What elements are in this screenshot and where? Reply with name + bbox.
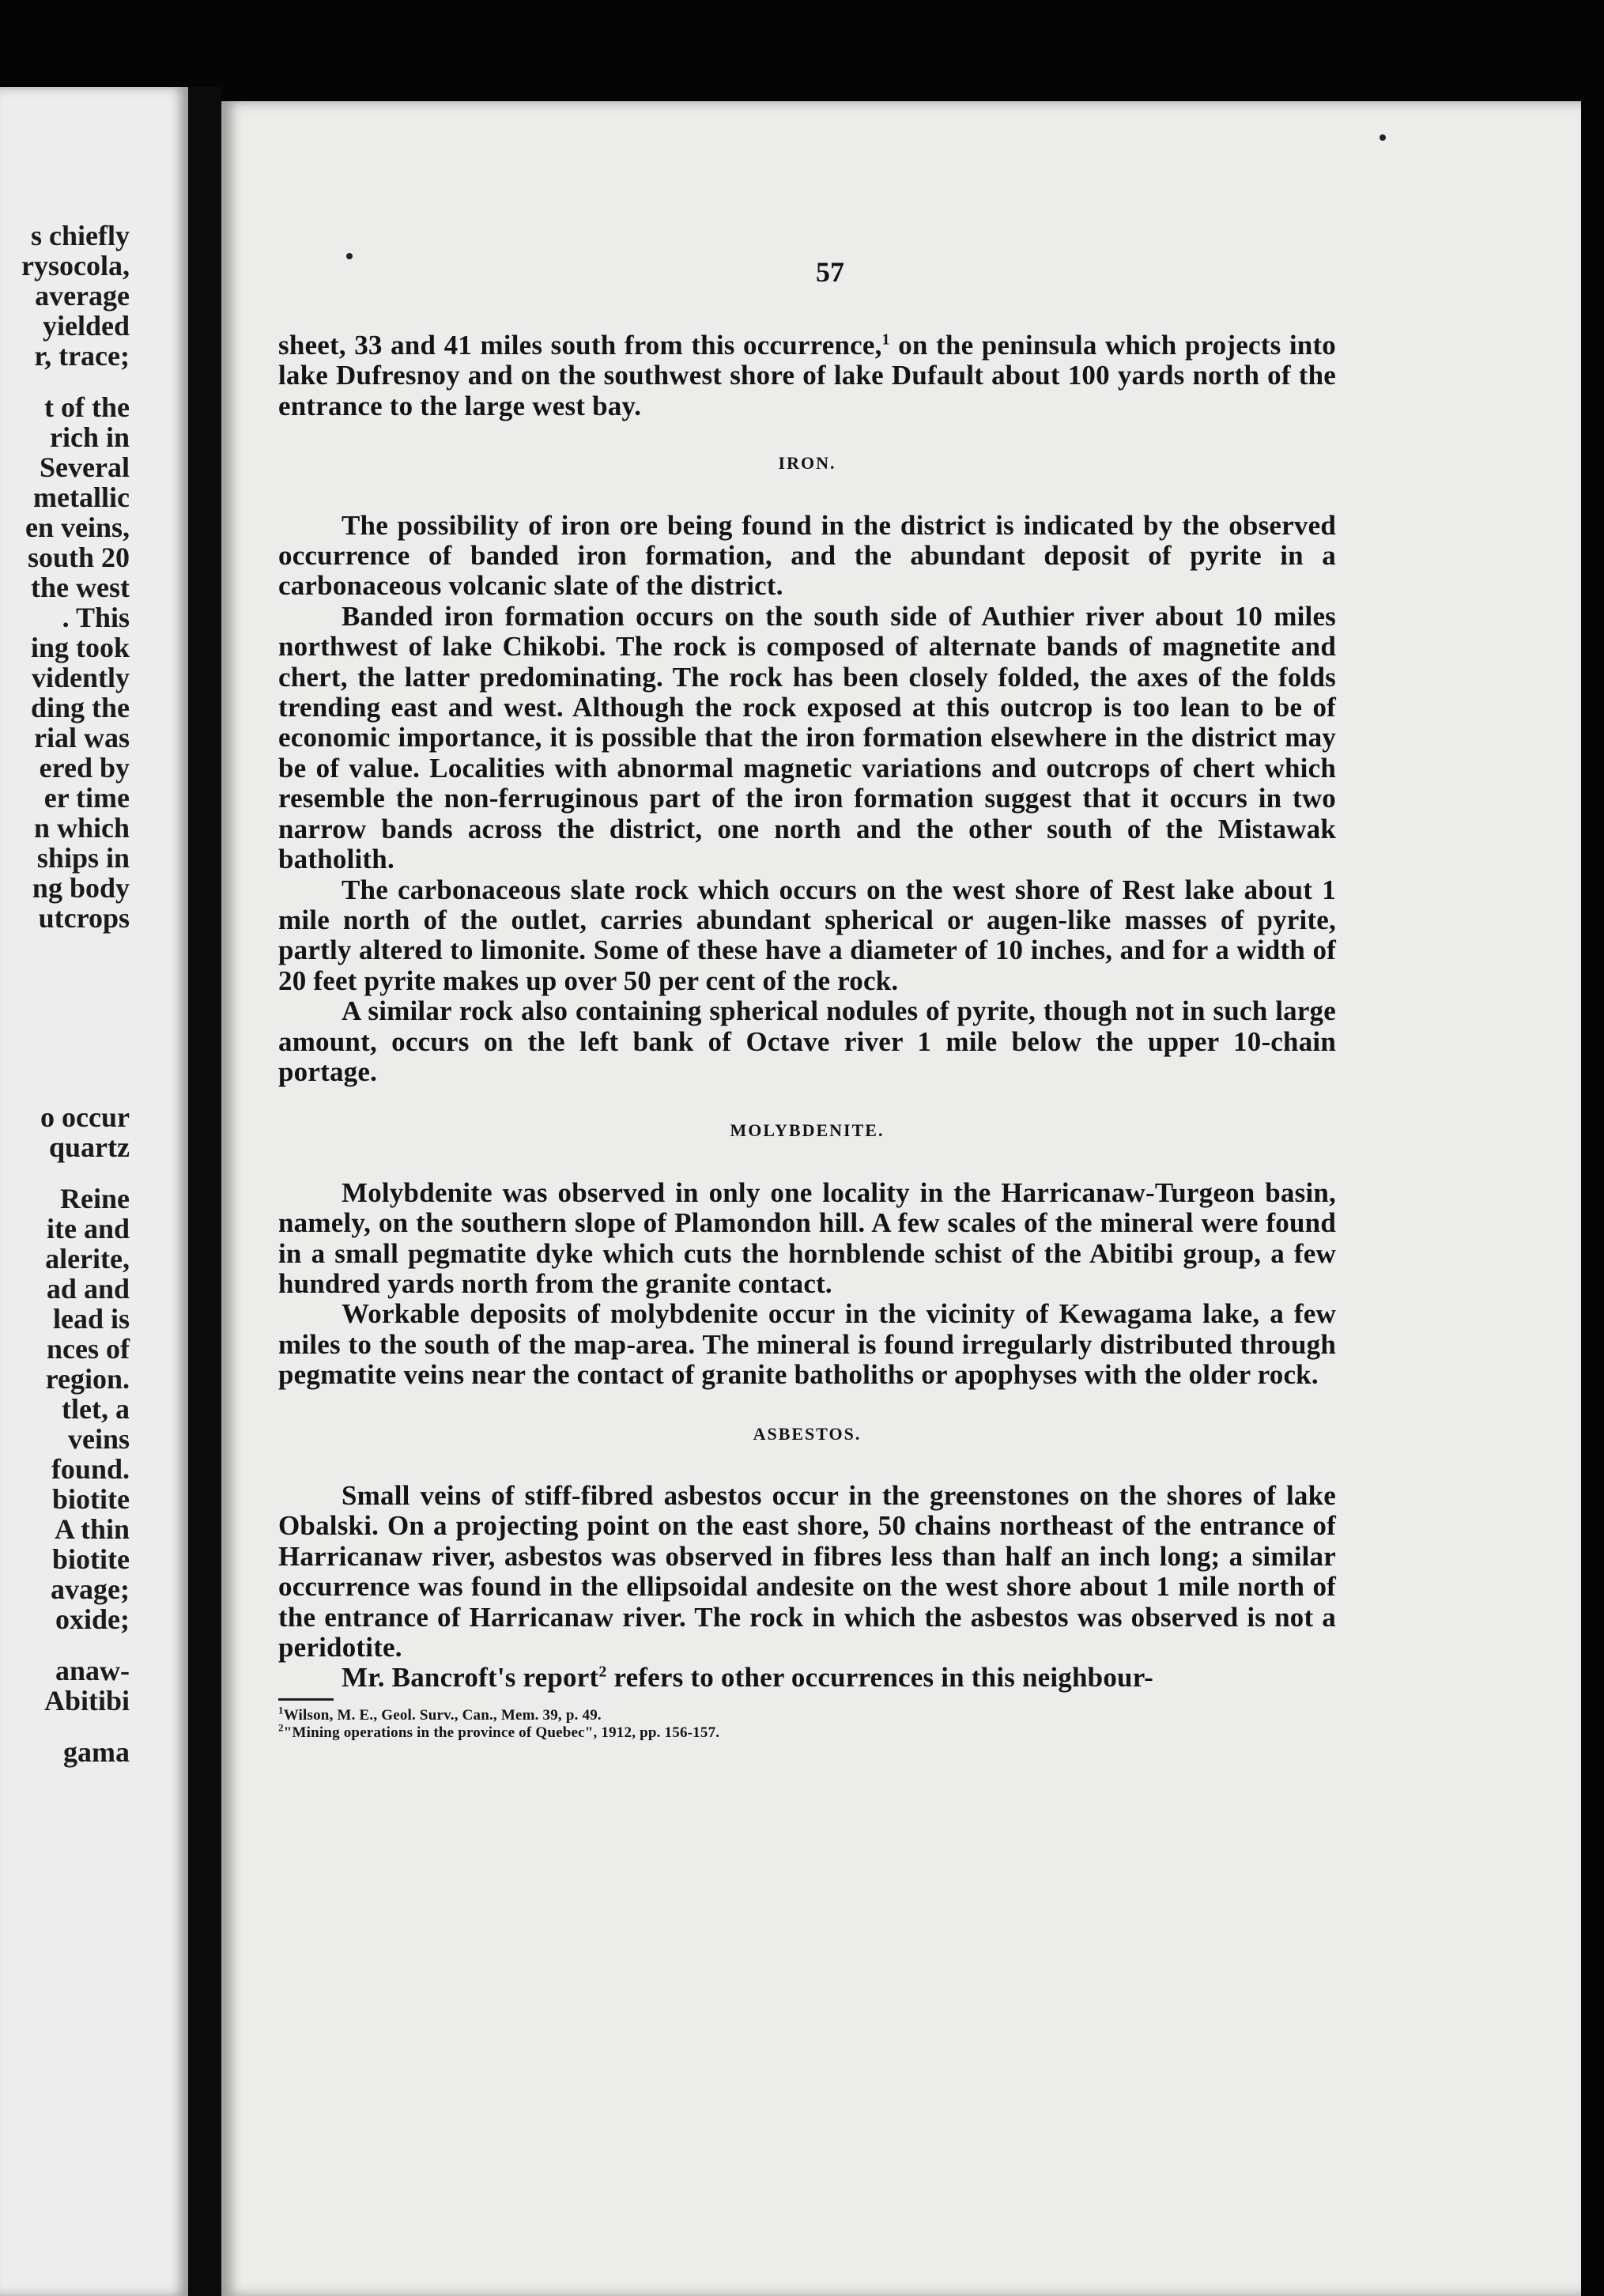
right-page: [221, 101, 1581, 2296]
left-page-line: en veins,: [25, 512, 130, 543]
paragraph-text: Small veins of stiff-fibred asbestos occur in the greenstones on the shores of lake Obalski. On a projecting point on the east shore, 50 chains northeast of the entrance of Harricanaw river, asbestos was observed in fibres less than half an inch long; a similar occurrence was found in the ellipsoidal andesite on the west shore about 1 mile north of the entrance of Harricanaw river. The rock in which the asbestos was observed is not a peridotite.: [278, 1480, 1336, 1663]
paragraph-text: A similar rock also containing spherical nodules of pyrite, though not in such large amount, occurs on the left bank of Octave river 1 mile below the upper 10-chain portage.: [278, 995, 1336, 1087]
left-page-line: ad and: [46, 1273, 130, 1305]
footnote-text: "Mining operations in the province of Quebec", 1912, pp. 156-157.: [283, 1724, 720, 1741]
footnote: [278, 1704, 1336, 1724]
paragraph-text: Workable deposits of molybdenite occur in the vicinity of Kewagama lake, a few miles to the south of the map-area. The mineral is found irregularly distributed through pegmatite veins near the contact of granite batholiths or apophyses with the older rock.: [278, 1298, 1336, 1391]
left-page-line: avage;: [51, 1573, 130, 1605]
paragraph: [278, 1178, 1336, 1300]
paragraph: [278, 1481, 1336, 1663]
paragraph: [278, 330, 1336, 421]
scan-speck: [1379, 134, 1386, 141]
left-page-line: rysocola,: [21, 250, 130, 281]
left-page-line: quartz: [49, 1131, 130, 1163]
paragraph-text: The possibility of iron ore being found in the district is indicated by the observed occurrence of banded iron formation, and the abundant deposit of pyrite in a carbonaceous volcanic slate of the district.: [278, 509, 1336, 602]
footnotes: [278, 1704, 1336, 1742]
left-page-line: nces of: [47, 1333, 130, 1365]
left-page-line: Abitibi: [43, 1685, 130, 1716]
footnote-mark: 2: [278, 1721, 284, 1734]
footnote-text: Wilson, M. E., Geol. Surv., Can., Mem. 39, p. 49.: [283, 1706, 602, 1724]
paragraph-text: sheet, 33 and 41 miles south from this occurrence,: [278, 330, 882, 361]
paragraph: [278, 602, 1336, 875]
left-page-line: Reine: [60, 1183, 130, 1214]
paragraph-text: The carbonaceous slate rock which occurs on the west shore of Rest lake about 1 mile north of the outlet, carries abundant spherical or augen-like masses of pyrite, partly altered to limonite. Some of these have a diameter of 10 inches, and for a width of 20 feet pyrite makes up over 50 per cent of the rock.: [278, 874, 1336, 996]
paragraph-text: Molybdenite was observed in only one locality in the Harricanaw-Turgeon basin, namely, on the southern slope of Plamondon hill. A few scales of the mineral were found in a small pegmatite dyke which cuts the hornblende schist of the Abitibi group, a few hundred yards north from the granite contact.: [278, 1176, 1336, 1299]
paragraph-text: on the peninsula which projects into lake Dufresnoy and on the southwest shore of lake Dufault about 100 yards north of the entrance to the large west bay.: [278, 330, 1336, 421]
paragraph: [278, 511, 1336, 602]
paragraph: [278, 1663, 1336, 1693]
left-page-line: ding the: [30, 692, 130, 723]
left-page-line: . This: [62, 602, 130, 633]
section-heading: IRON.: [778, 453, 836, 474]
left-page-line: lead is: [52, 1303, 130, 1335]
footnote-mark: 1: [278, 1704, 284, 1716]
left-page-line: oxide;: [55, 1603, 130, 1635]
paragraph-text: refers to other occurrences in this neighbour-: [606, 1662, 1153, 1694]
scan-speck: [346, 253, 353, 259]
footnote: [278, 1721, 1336, 1742]
left-page-line: vidently: [31, 662, 130, 693]
footnote-reference: 2: [598, 1663, 607, 1681]
left-page-line: ng body: [32, 872, 130, 904]
paragraph-text: Mr. Bancroft's report: [342, 1662, 599, 1694]
left-page-line: alerite,: [45, 1243, 130, 1275]
left-page-line: Several: [40, 451, 130, 483]
left-page-line: ships in: [36, 842, 130, 874]
paragraph: [278, 1299, 1336, 1390]
left-page-line: ered by: [39, 752, 130, 784]
page-body: [278, 330, 1336, 1742]
section-heading: ASBESTOS.: [753, 1423, 862, 1444]
left-page-line: ite and: [46, 1213, 130, 1244]
left-page-line: anaw-: [55, 1655, 130, 1686]
left-page-line: n which: [33, 812, 130, 844]
left-page-line: the west: [31, 572, 130, 603]
left-page-line: A thin: [54, 1513, 130, 1545]
book-gutter: [188, 87, 221, 2296]
left-page-line: biotite: [52, 1483, 130, 1515]
left-page-line: o occur: [40, 1101, 130, 1133]
left-page-fragment: [0, 87, 188, 2296]
section-heading: MOLYBDENITE.: [730, 1120, 885, 1141]
left-page-line: rich in: [49, 421, 130, 453]
paragraph-text: Banded iron formation occurs on the south side of Authier river about 10 miles northwest of lake Chikobi. The rock is composed of alternate bands of magnetite and chert, the latter predominating. The rock has been closely folded, the axes of the folds trending east and west. Although the rock exposed at this outcrop is too lean to be of economic importance, it is possible that the iron formation elsewhere in the district may be of value. Localities with abnormal magnetic variations and outcrops of chert which resemble the non-ferruginous part of the iron formation suggest that it occurs in two narrow bands across the district, one north and the other south of the Mistawak batholith.: [278, 600, 1336, 875]
left-page-line: utcrops: [38, 902, 130, 934]
footnote-reference: 1: [881, 330, 890, 349]
left-page-line: er time: [43, 782, 130, 814]
left-page-line: metallic: [33, 481, 130, 513]
left-page-line: biotite: [52, 1543, 130, 1575]
left-page-line: found.: [51, 1453, 130, 1485]
left-page-line: average: [35, 280, 130, 312]
left-page-line: region.: [45, 1363, 130, 1395]
left-page-line: tlet, a: [62, 1393, 130, 1425]
paragraph: [278, 875, 1336, 997]
left-page-line: gama: [63, 1736, 130, 1768]
left-page-line: yielded: [42, 310, 130, 342]
left-page-line: ing took: [30, 632, 130, 663]
paragraph: [278, 996, 1336, 1087]
left-page-line: south 20: [27, 542, 130, 573]
footnote-rule: [278, 1698, 334, 1701]
left-page-line: s chiefly: [31, 220, 130, 251]
left-page-line: rial was: [34, 722, 130, 753]
left-page-line: t of the: [44, 391, 130, 423]
left-page-line: veins: [67, 1423, 130, 1455]
page-number: 57: [816, 256, 844, 288]
left-page-line: r, trace;: [34, 340, 130, 372]
